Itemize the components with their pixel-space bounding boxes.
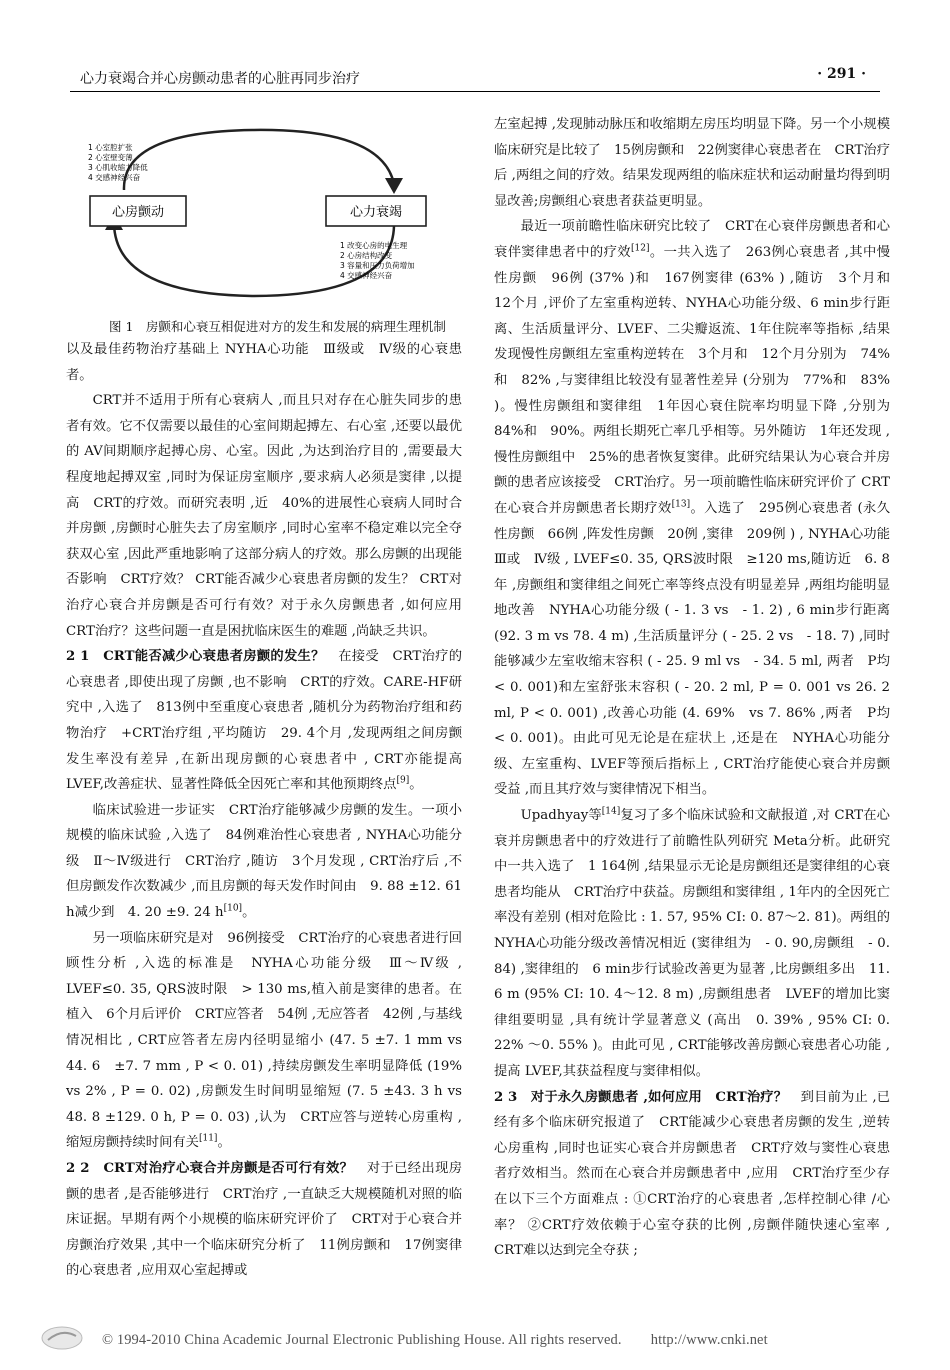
citation: [10] xyxy=(223,903,243,914)
figure-1 xyxy=(66,112,462,317)
box-hf-label: 心力衰竭 xyxy=(349,205,403,220)
header-rule xyxy=(70,91,880,92)
page-number: · 291 · xyxy=(817,66,866,82)
bottom-list-item: 2 心房结构改变 xyxy=(340,251,393,260)
section-heading: 2 1 CRT能否减少心衰患者房颤的发生？ xyxy=(66,649,325,665)
bottom-list-item: 1 改变心房的电生理 xyxy=(340,241,408,250)
top-list-item: 3 心肌收缩力降低 xyxy=(88,163,148,172)
paragraph: 左室起搏 ,发现肺动脉压和收缩期左房压均明显下降。另一个小规模临床研究是比较了 15例房颤和 22例窦律心衰患者在 CRT治疗后 ,两组之间的疗效。结果发现两组的临床症状和运动耐量均得到明显改善;房颤组心衰患者获益更明显。 xyxy=(494,117,890,209)
pathophysiology-diagram xyxy=(82,112,454,312)
page-footer xyxy=(40,1322,900,1358)
paragraph xyxy=(494,214,904,803)
section-body: 到目前为止 ,已经有多个临床研究报道了 CRT能减少心衰患者房颤的发生 ,逆转心房重构 ,同时也证实心衰合并房颤患者 CRT疗效与窦性心衰患者疗效相当。然而在心衰合并房颤患者中 ,应用 CRT治疗至少存在以下三个方面难点 : ①CRT治疗的心衰患者 ,怎样控制心律 /心率？ ②CRT疗效依赖于心室夺获的比例 ,房颤伴随快速心室率 , CRT难以达到完全夺获 ; xyxy=(494,1089,891,1259)
paragraph xyxy=(494,803,904,1085)
paragraph-text: 。一共入选了 263例心衰患者 ,其中慢性房颤 96例 (37% )和 167例窦律 (63% ) ,随访 3个月和 12个月 ,评价了左室重构逆转、NYHA心功能分级、6 min步行距离、生活质量评分、LVEF、二尖瓣返流、1年住院率等指标 ,结果发现慢性房颤组左室重构逆转在 3个月和 12个月分别为 74%和 82% ,与窦律组比较没有显著性差异 (分别为 77%和 83% )。慢性房颤组和窦律组 1年因心衰住院率均明显下降 ,分别为 84%和 90%。两组长期死亡率几乎相等。另外随访 1年还发现 ,慢性房颤组中 25%的患者恢复窦律。此研究结果认为心衰合并房颤的患者应该接受 CRT治疗。另一项前瞻性临床研究评价了 CRT在心衰合并房颤患者长期疗效 xyxy=(494,244,904,516)
citation: [11] xyxy=(198,1133,218,1144)
citation: [12] xyxy=(631,243,650,254)
section-2-3 xyxy=(494,1085,890,1264)
bottom-list-item: 4 交感神经兴奋 xyxy=(340,271,393,280)
left-column xyxy=(66,112,476,1284)
copyright-notice: © 1994-2010 China Academic Journal Electronic Publishing House. All rights reserved. http://www.cnki.net xyxy=(102,1332,768,1348)
section-2-1: 2 1 CRT能否减少心衰患者房颤的发生？ 在接受 CRT治疗的心衰患者 ,即使出现了房颤 ,也不影响 CRT的疗效。CARE-HF研究中 ,入选了 813例中至重度心衰患者 ,随机分为药物治疗组和药物治疗 +CRT治疗组 ,平均随访 29. 4个月 ,发现两组之间房颤发生率没有差异 ,在新出现房颤的心衰患者中 , CRT亦能提高 LVEF,改善症状、显著性降低全因死亡率和其他预期终点[9]。 xyxy=(66,649,462,793)
page-header xyxy=(70,64,880,90)
paragraph: 以及最佳药物治疗基础上 NYHA心功能 Ⅲ级或 Ⅳ级的心衰患者。 xyxy=(66,342,462,383)
box-af-label: 心房颤动 xyxy=(111,205,165,220)
top-list-item: 1 心室腔扩张 xyxy=(88,143,133,152)
paragraph: 另一项临床研究是对 96例接受 CRT治疗的心衰患者进行回顾性分析 ,入选的标准是 NYHA心功能分级 Ⅲ～Ⅳ级 , LVEF≤0. 35, QRS波时限 > 130 ms,植入前是窦律的患者。在植入 6个月后评价 CRT应答者 54例 ,无应答者 42例 ,与基线情况相比 , CRT应答者左房内径明显缩小 (47. 5 ±7. 1 mm vs 44. 6 ±7. 7 mm , P < 0. 01) ,持续房颤发生率明显降低 (19% vs 2% , P = 0. 02) ,房颤发生时间明显缩短 (7. 5 ±43. 3 h vs 48. 8 ±129. 0 h, P = 0. 03) ,认为 CRT应答与逆转心房重构 ,缩短房颤持续时间有关[11]。 xyxy=(66,930,476,1151)
arrow-head-right xyxy=(385,178,403,194)
cnki-logo-icon xyxy=(40,1324,84,1352)
bottom-list-item: 3 容量和压力负荷增加 xyxy=(340,261,415,270)
citation: [13] xyxy=(671,499,691,510)
citation: [9] xyxy=(396,775,410,786)
paragraph: 临床试验进一步证实 CRT治疗能够减少房颤的发生。一项小规模的临床试验 ,入选了 84例难治性心衰患者 , NYHA心功能分级 Ⅱ～Ⅳ级进行 CRT治疗 ,随访 3个月发现 , CRT治疗后 ,不但房颤发作次数减少 ,而且房颤的每天发作时间由 9. 88 ±12. 61 h减少到 4. 20 ±9. 24 h[10]。 xyxy=(66,802,462,921)
running-title: 心力衰竭合并心房颤动患者的心脏再同步治疗 xyxy=(80,71,360,87)
section-heading: 2 3 对于永久房颤患者 ,如何应用 CRT治疗？ xyxy=(494,1089,788,1105)
paragraph-text: 另一项临床研究是对 96例接受 CRT治疗的心衰患者进行回顾性分析 ,入选的标准是 NYHA心功能分级 Ⅲ～Ⅳ级 , LVEF≤0. 35, QRS波时限 > 130 ms,植入前是窦律的患者。在植入 6个月后评价 CRT应答者 54例 ,无应答者 42例 ,与基线情况相比 , CRT应答者左房内径明显缩小 (47. 5 ±7. 1 mm vs 44. 6 ±7. 7 mm , P < 0. 01) ,持续房颤发生率明显降低 (19% vs 2% , P = 0. 02) ,房颤发生时间明显缩短 (7. 5 ±43. 3 h vs 48. 8 ±129. 0 h, P = 0. 03) ,认为 CRT应答与逆转心房重构 ,缩短房颤持续时间有关 xyxy=(66,930,476,1151)
paragraph-text: 复习了多个临床试验和文献报道 ,对 CRT在心衰并房颤患者中的疗效进行了前瞻性队列研究 Meta分析。此研究中一共入选了 1 164例 ,结果显示无论是房颤组还是窦律组的心衰患者均能从 CRT治疗中获益。房颤组和窦律组 , 1年内的全因死亡率没有差别 (相对危险比 : 1. 57, 95% CI: 0. 87～2. 81)。两组的 NYHA心功能分级改善情况相近 (窦律组为 - 0. 90,房颤组 - 0. 84) ,窦律组的 6 min步行试验改善更为显著 ,比房颤组多出 11. 6 m (95% CI: 10. 4～12. 8 m) ,房颤组患者 LVEF的增加比窦律组要明显 ,具有统计学显著意义 (高出 0. 39% , 95% CI: 0. 22% ～0. 55% )。由此可见 , CRT能够改善房颤心衰患者心功能 ,提高 LVEF,其获益程度与窦律相似。 xyxy=(494,808,904,1079)
right-column xyxy=(494,112,904,1264)
paragraph: CRT并不适用于所有心衰病人 ,而且只对存在心脏失同步的患者有效。它不仅需要以最佳的心室间期起搏左、右心室 ,还要以最优的 AV间期顺序起搏心房、心室。因此 ,为达到治疗目的 ,需要最大程度地起搏双室 ,同时为保证房室顺序 ,要求病人必须是窦律 ,以提高 CRT的疗效。而研究表明 ,近 40%的进展性心衰病人同时合并房颤 ,房颤时心脏失去了房室顺序 ,同时心室率不稳定难以完全夺获双心室 ,因此严重地影响了这部分病人的疗效。那么房颤的出现能否影响 CRT疗效？ CRT能否减少心衰患者房颤的发生？ CRT对治疗心衰合并房颤是否可行有效？对于永久房颤患者 ,如何应用 CRT治疗？这些问题一直是困扰临床医生的难题 ,尚缺乏共识。 xyxy=(66,393,476,639)
paragraph-text: 。入选了 295例心衰患者 (永久性房颤 66例 ,阵发性房颤 20例 ,窦律 209例 ) , NYHA心功能 Ⅲ或 Ⅳ级 , LVEF≤0. 35, QRS波时限 ≥120 ms,随访近 6. 8年 ,房颤组和窦律组之间死亡率等终点没有明显差异 ,两组均能明显地改善 NYHA心功能分级 ( - 1. 3 vs - 1. 2) , 6 min步行距离 (92. 3 m vs 78. 4 m) ,生活质量评分 ( - 25. 2 vs - 18. 7) ,同时能够减少左室收缩末容积 ( - 25. 9 ml vs - 34. 5 ml, 两者 P均 < 0. 001)和左室舒张末容积 ( - 20. 2 ml, P = 0. 001 vs 26. 2 ml, P < 0. 001) ,改善心功能 (4. 69% vs 7. 86% ,两者 P均 < 0. 001)。由此可见无论是在症状上 ,还是在 NYHA心功能分级、左室重构、LVEF等预后指标上 , CRT治疗能使心衰合并房颤受益 ,而且其疗效与窦律情况下相当。 xyxy=(494,500,904,798)
section-2-2 xyxy=(66,1156,462,1284)
paragraph-text: Upadhyay等 xyxy=(520,808,602,824)
paragraph-text: 临床试验进一步证实 CRT治疗能够减少房颤的发生。一项小规模的临床试验 ,入选了 84例难治性心衰患者 , NYHA心功能分级 Ⅱ～Ⅳ级进行 CRT治疗 ,随访 3个月发现 , CRT治疗后 ,不但房颤发作次数减少 ,而且房颤的每天发作时间由 9. 88 ±12. 61 h减少到 4. 20 ±9. 24 h xyxy=(66,802,462,921)
bottom-arc xyxy=(114,224,394,296)
top-arc xyxy=(124,130,394,190)
citation: [14] xyxy=(601,806,621,817)
figure-caption: 图 1 房颤和心衰互相促进对方的发生和发展的病理生理机制 xyxy=(109,319,446,334)
top-list-item: 4 交感神经兴奋 xyxy=(88,173,141,182)
section-body: 在接受 CRT治疗的心衰患者 ,即使出现了房颤 ,也不影响 CRT的疗效。CARE-HF研究中 ,入选了 813例中至重度心衰患者 ,随机分为药物治疗组和药物治疗 +CRT治疗组 ,平均随访 29. 4个月 ,发现两组之间房颤发生率没有差异 ,在新出现房颤的心衰患者中 , CRT亦能提高 LVEF,改善症状、显著性降低全因死亡率和其他预期终点 xyxy=(66,649,462,793)
section-heading: 2 2 CRT对治疗心衰合并房颤是否可行有效？ xyxy=(66,1161,354,1176)
top-list-item: 2 心室壁变薄 xyxy=(88,153,133,162)
section-body: 对于已经出现房颤的患者 ,是否能够进行 CRT治疗 ,一直缺乏大规模随机对照的临床证据。早期有两个小规模的临床研究评价了 CRT对于心衰合并房颤治疗效果 ,其中一个临床研究分析了 11例房颤和 17例窦律的心衰患者 ,应用双心室起搏或 xyxy=(66,1161,462,1279)
paragraph-text: 最近一项前瞻性临床研究比较了 CRT在心衰伴房颤患者和心衰伴窦律患者中的疗效 xyxy=(494,219,890,260)
